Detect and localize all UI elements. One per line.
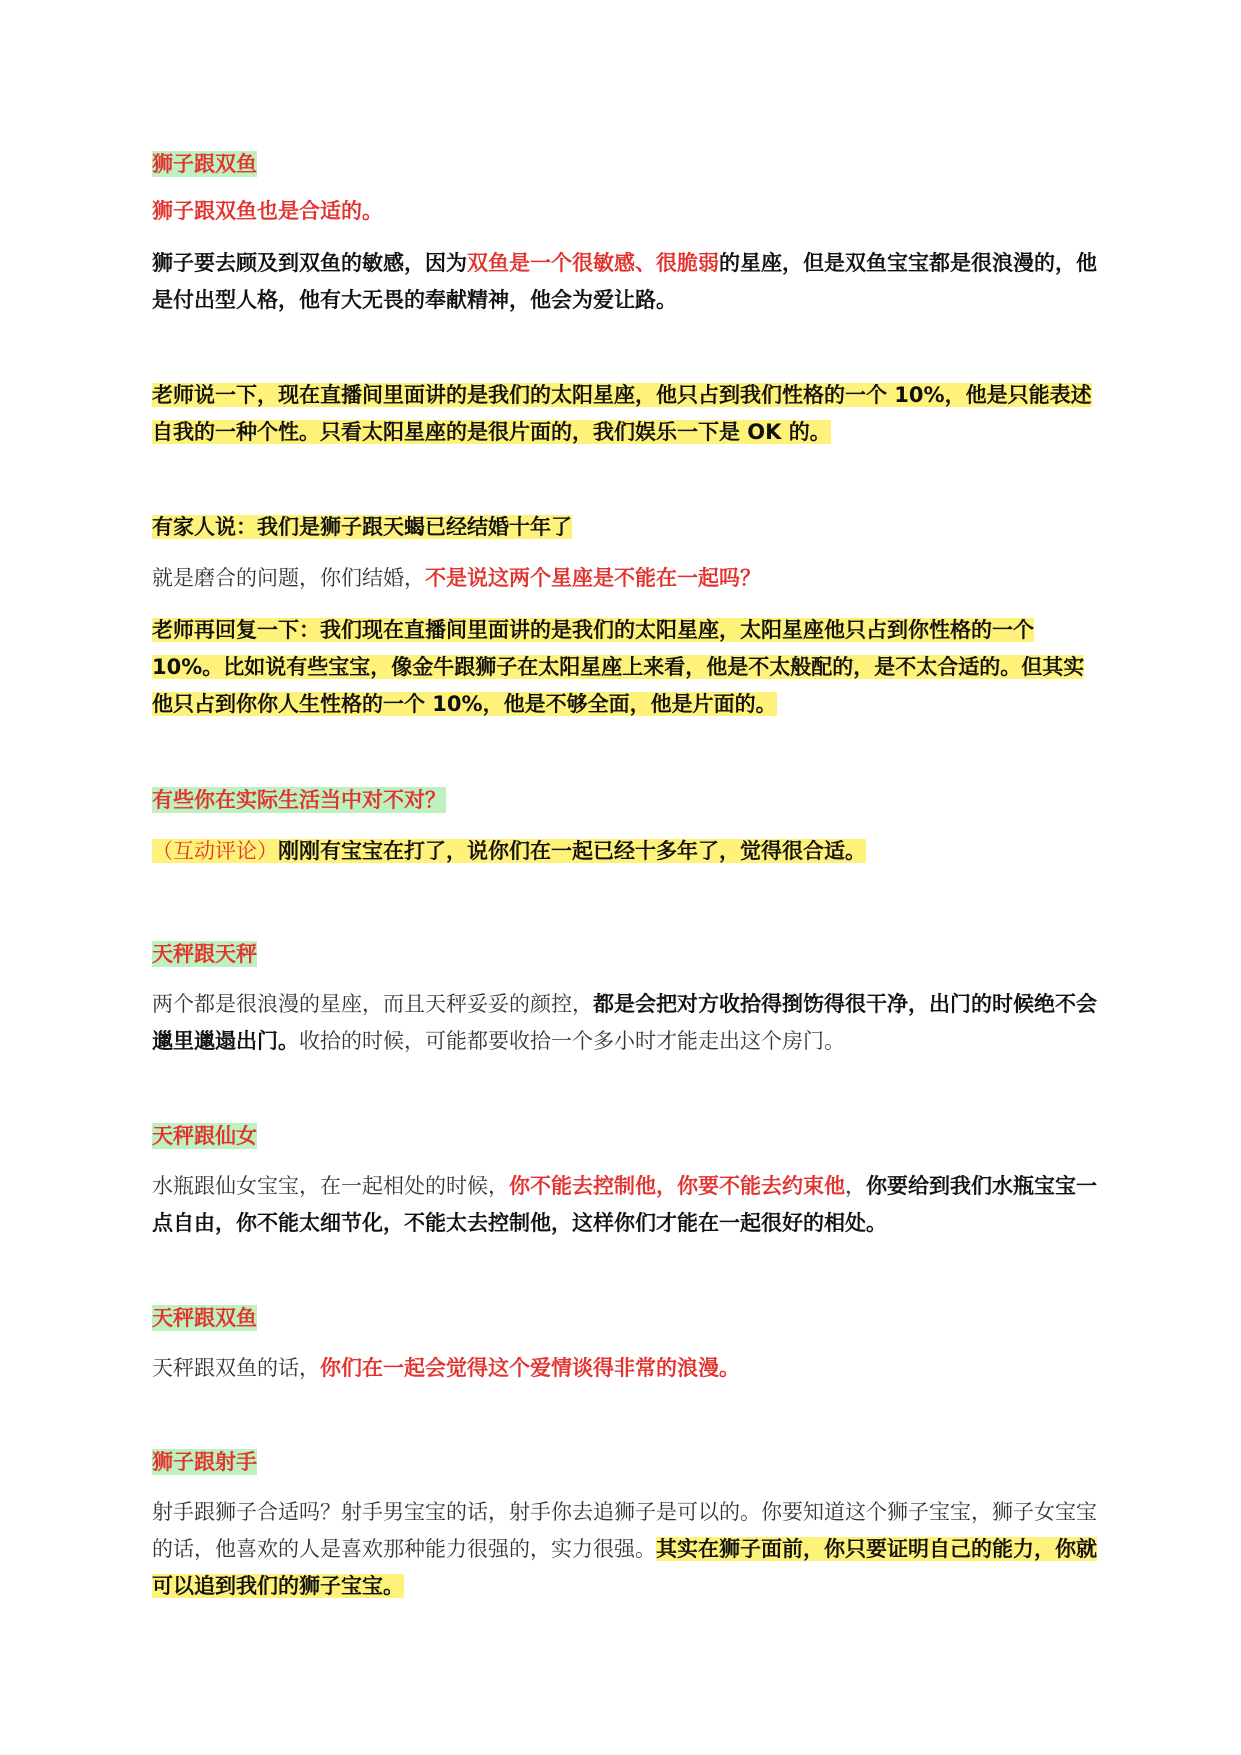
section-heading-leo-pisces xyxy=(152,146,1097,183)
heading-text: 狮子跟双鱼 xyxy=(152,152,257,176)
question-heading: 有些你在实际生活当中对不对？ xyxy=(152,788,446,812)
section-heading-libra-virgo: 天秤跟仙女 xyxy=(152,1124,257,1148)
teacher-note-1: 老师说一下，现在直播间里面讲的是我们的太阳星座，他只占到我们性格的一个 10%，他是只能表述自我的一种个性。只看太阳星座的是很片面的，我们娱乐一下是 OK 的。 xyxy=(152,383,1092,444)
section-heading-libra-libra: 天秤跟天秤 xyxy=(152,942,257,966)
section-heading-libra-pisces: 天秤跟双鱼 xyxy=(152,1306,257,1330)
paragraph-leo-pisces: 狮子要去顾及到双鱼的敏感，因为双鱼是一个很敏感、很脆弱的星座，但是双鱼宝宝都是很浪漫的，他是付出型人格，他有大无畏的奉献精神，他会为爱让路。 xyxy=(152,251,1097,312)
paragraph-libra-pisces: 天秤跟双鱼的话，你们在一起会觉得这个爱情谈得非常的浪漫。 xyxy=(152,1356,740,1380)
comment-tag: （互动评论） xyxy=(152,839,278,863)
interactive-comment: （互动评论）刚刚有宝宝在打了，说你们在一起已经十多年了，觉得很合适。 xyxy=(152,839,866,863)
paragraph-libra-virgo: 水瓶跟仙女宝宝，在一起相处的时候，你不能去控制他，你要不能去约束他，你要给到我们水瓶宝宝一点自由，你不能太细节化，不能太去控制他，这样你们才能在一起很好的相处。 xyxy=(152,1174,1097,1235)
family-comment-line: 就是磨合的问题，你们结婚，不是说这两个星座是不能在一起吗？ xyxy=(152,566,761,590)
subline-leo-pisces: 狮子跟双鱼也是合适的。 xyxy=(152,199,383,223)
teacher-reply: 老师再回复一下：我们现在直播间里面讲的是我们的太阳星座，太阳星座他只占到你性格的一个 10%。比如说有些宝宝，像金牛跟狮子在太阳星座上来看，他是不太般配的，是不太合适的。但其实他只占到你你人生性格的一个 10%，他是不够全面，他是片面的。 xyxy=(152,618,1085,716)
family-comment-title: 有家人说：我们是狮子跟天蝎已经结婚十年了 xyxy=(152,515,572,539)
section-heading-leo-sagittarius: 狮子跟射手 xyxy=(152,1450,257,1474)
paragraph-leo-sagittarius: 射手跟狮子合适吗？射手男宝宝的话，射手你去追狮子是可以的。你要知道这个狮子宝宝，狮子女宝宝的话，他喜欢的人是喜欢那种能力很强的，实力很强。其实在狮子面前，你只要证明自己的能力，你就可以追到我们的狮子宝宝。 xyxy=(152,1500,1097,1598)
paragraph-libra-libra: 两个都是很浪漫的星座，而且天秤妥妥的颜控，都是会把对方收拾得捯饬得很干净，出门的时候绝不会邋里邋遢出门。收拾的时候，可能都要收拾一个多小时才能走出这个房门。 xyxy=(152,992,1097,1053)
